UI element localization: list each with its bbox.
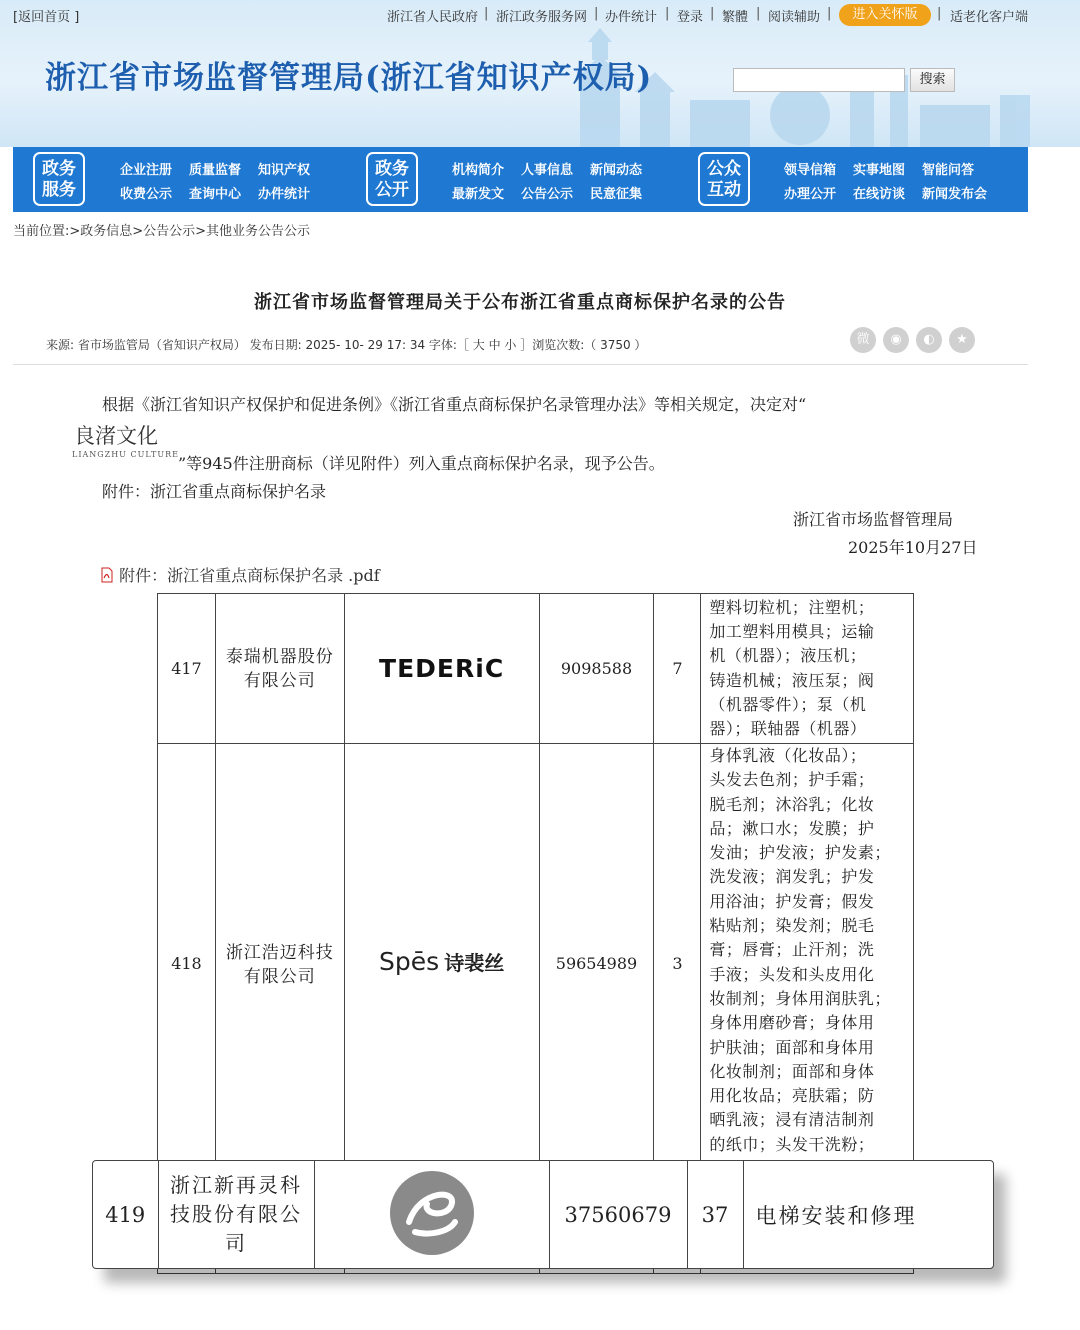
- divider: |: [827, 6, 832, 21]
- nav-link[interactable]: 领导信箱: [784, 163, 837, 178]
- nav-link[interactable]: 办理公开: [784, 187, 837, 202]
- xinzailing-logo-icon: [389, 1170, 475, 1256]
- goods-line: 护肤油；面部和身体用: [709, 1037, 875, 1057]
- goods-line: 头发去色剂；护手霜；: [709, 770, 875, 790]
- class-number: 3: [654, 744, 701, 1164]
- class-number: 37: [687, 1161, 743, 1268]
- nav-link[interactable]: 人事信息: [521, 163, 574, 178]
- nav-link[interactable]: 机构简介: [452, 163, 505, 178]
- trademark-logo: [344, 744, 539, 1164]
- row-number: 418: [158, 744, 216, 1164]
- search-input[interactable]: [733, 68, 905, 92]
- nav-group-label: 公开: [375, 180, 409, 200]
- goods-line: 妆制剂；身体用润肤乳；: [709, 988, 891, 1008]
- table-row: [158, 744, 914, 1164]
- goods-line: 品；漱口水；发膜；护: [709, 818, 875, 838]
- nav-link[interactable]: 在线访谈: [853, 187, 906, 202]
- article-title: 浙江省市场监督管理局关于公布浙江省重点商标保护名录的公告: [254, 292, 786, 313]
- nav-link[interactable]: 办件统计: [258, 187, 311, 202]
- goods-line: 发油；护发液；护发素；: [709, 843, 891, 863]
- table-row: [158, 594, 914, 744]
- nav-link[interactable]: 新闻动态: [590, 163, 643, 178]
- liangzhu-logo-en: LIANGZHU CULTURE: [72, 450, 179, 459]
- goods-line: 的纸巾；头发干洗粉；: [709, 1134, 875, 1154]
- pdf-attachment-link[interactable]: [100, 563, 380, 586]
- registration-number: 37560679: [549, 1161, 687, 1268]
- nav-group-gov-open[interactable]: [366, 152, 418, 206]
- care-version-button[interactable]: 进入关怀版: [839, 4, 931, 26]
- article-paragraph: ”等945件注册商标（详见附件）列入重点商标保护名录，现予公告。: [178, 454, 665, 473]
- nav-link[interactable]: 质量监督: [189, 163, 242, 178]
- login-link[interactable]: 登录: [677, 10, 704, 25]
- goods-line: 加工塑料用模具；运输: [709, 621, 875, 641]
- traditional-link[interactable]: 繁體: [722, 10, 749, 25]
- goods-list: [701, 744, 914, 1164]
- goods-line: 洗发液；润发乳；护发: [709, 867, 875, 887]
- weibo-share-icon[interactable]: 微: [850, 327, 876, 353]
- goods-line: 用化妆品；亮肤霜；防: [709, 1086, 875, 1106]
- spes-logo-cn: 诗裴丝: [444, 951, 505, 975]
- wechat-share-icon[interactable]: ◐: [916, 327, 942, 353]
- article-paragraph: 根据《浙江省知识产权保护和促进条例》《浙江省重点商标保护名录管理办法》等相关规定，决定对“: [102, 395, 807, 414]
- divider: |: [937, 6, 942, 21]
- nav-link[interactable]: 智能问答: [922, 163, 975, 178]
- goods-line: 膏；唇膏；止汗剂；洗: [709, 940, 875, 960]
- nav-link[interactable]: 查询中心: [189, 187, 242, 202]
- goods-line: 身体乳液（化妆品）；: [709, 746, 867, 765]
- favorite-star-icon[interactable]: ★: [949, 327, 975, 353]
- registration-number: 59654989: [539, 744, 654, 1164]
- nav-group-label: 政务: [42, 159, 76, 179]
- divider: |: [756, 6, 761, 21]
- goods-line: 铸造机械；液压泵；阀: [709, 670, 875, 690]
- trademark-logo: [314, 1161, 549, 1268]
- goods-line: 粘贴剂；染发剂；脱毛: [709, 916, 875, 936]
- divider: |: [594, 6, 599, 21]
- registration-number: 9098588: [539, 594, 654, 744]
- class-number: 7: [654, 594, 701, 744]
- attachment-note: 附件：浙江省重点商标保护名录: [102, 482, 327, 501]
- nav-group-label: 服务: [42, 180, 76, 200]
- goods-list: 电梯安装和修理: [743, 1161, 993, 1268]
- company-name: 浙江浩迈科技有限公司: [215, 744, 344, 1164]
- goods-line: 脱毛剂；沐浴乳；化妆: [709, 794, 875, 814]
- goods-line: （机器零件）；泵（机: [709, 694, 867, 714]
- pdf-link-label: 附件：浙江省重点商标保护名录 .pdf: [119, 566, 380, 585]
- company-name: 泰瑞机器股份有限公司: [215, 594, 344, 744]
- goods-line: 用浴油；护发膏；假发: [709, 891, 875, 911]
- reading-aid-link[interactable]: 阅读辅助: [768, 10, 821, 25]
- nav-group-label: 互动: [707, 180, 741, 200]
- goods-line: 晒乳液；浸有清洁制剂: [709, 1110, 875, 1130]
- nav-group-gov-service[interactable]: [33, 152, 85, 206]
- divider: |: [665, 6, 670, 21]
- divider: |: [710, 6, 715, 21]
- nav-link[interactable]: 新闻发布会: [922, 187, 988, 202]
- spes-logo: Spēs: [378, 947, 440, 976]
- divider: |: [484, 6, 489, 21]
- back-home-link[interactable]: [返回首页 ]: [13, 10, 80, 25]
- divider: [13, 364, 1028, 365]
- main-nav: [13, 147, 1028, 212]
- highlighted-row-419: [92, 1160, 994, 1269]
- goods-line: 身体用磨砂膏；身体用: [709, 1013, 875, 1033]
- company-name: 浙江新再灵科技股份有限公司: [158, 1161, 314, 1268]
- trademark-logo: [344, 594, 539, 744]
- goods-line: 器）；联轴器（机器）: [709, 719, 867, 739]
- goods-line: 机（机器）；液压机；: [709, 646, 867, 666]
- nav-group-label: 公众: [707, 159, 741, 179]
- breadcrumb: 当前位置:>政务信息>公告公示>其他业务公告公示: [13, 224, 311, 239]
- row-number: 419: [93, 1161, 158, 1268]
- row-number: 417: [158, 594, 216, 744]
- qq-share-icon[interactable]: ◉: [883, 327, 909, 353]
- goods-line: 手液；头发和头皮用化: [709, 964, 875, 984]
- gov-link[interactable]: 浙江省人民政府: [387, 10, 479, 25]
- nav-link[interactable]: 实事地图: [853, 163, 906, 178]
- nav-link[interactable]: 收费公示: [120, 187, 173, 202]
- search-button[interactable]: 搜索: [910, 68, 955, 92]
- service-link[interactable]: 浙江政务服务网: [496, 10, 588, 25]
- tederic-logo: TEDERiC: [379, 654, 505, 683]
- signature: 浙江省市场监督管理局: [793, 510, 954, 529]
- nav-link[interactable]: 公告公示: [521, 187, 574, 202]
- goods-list: [701, 594, 914, 744]
- site-title: 浙江省市场监督管理局(浙江省知识产权局): [45, 60, 653, 96]
- pdf-icon: [100, 567, 114, 583]
- goods-line: 化妆制剂；面部和身体: [709, 1061, 875, 1081]
- nav-group-public-interaction[interactable]: [698, 152, 750, 206]
- elder-client-link[interactable]: 适老化客户端: [950, 10, 1029, 25]
- nav-link[interactable]: 民意征集: [590, 187, 643, 202]
- liangzhu-logo-cn: 良渚文化: [74, 424, 158, 448]
- publish-date: 2025年10月27日: [848, 538, 978, 557]
- nav-link[interactable]: 最新发文: [452, 187, 505, 202]
- nav-link[interactable]: 企业注册: [120, 163, 173, 178]
- stats-link[interactable]: 办件统计: [605, 10, 658, 25]
- article-meta: 来源: 省市场监管局（省知识产权局） 发布日期: 2025- 10- 29 17: 34 字体:［ 大 中 小 ］浏览次数:（ 3750 ）: [46, 338, 647, 352]
- site-header: [0, 0, 1080, 147]
- nav-link[interactable]: 知识产权: [258, 163, 311, 178]
- goods-line: 塑料切粒机；注塑机；: [709, 597, 875, 617]
- nav-group-label: 政务: [375, 159, 409, 179]
